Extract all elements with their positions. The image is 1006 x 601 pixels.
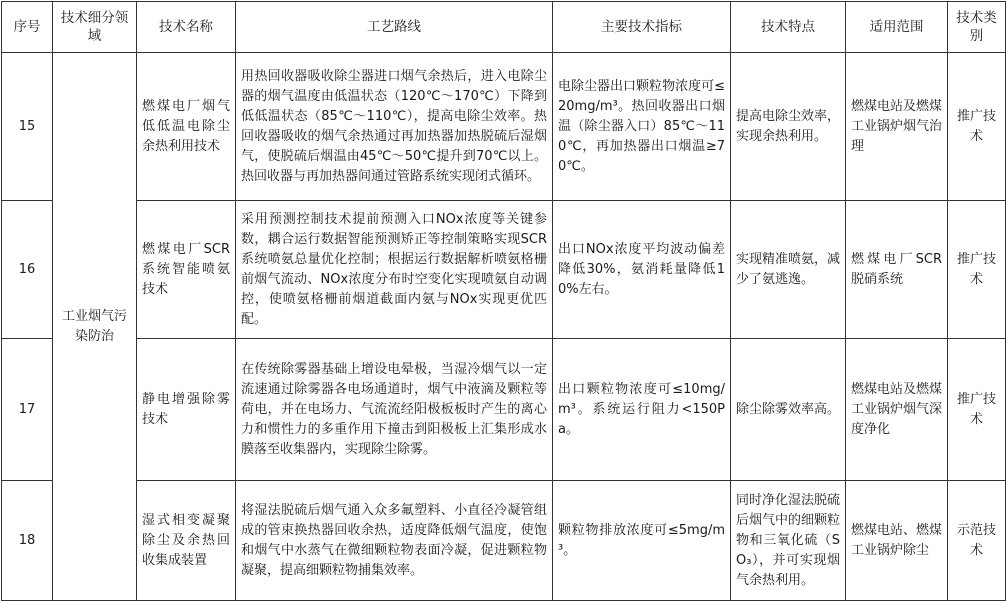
process-route: 用热回收器吸收除尘器进口烟气余热后，进入电除尘器的烟气温度由低温状态（120℃～170℃）下降到低低温状态（85℃～110℃），提高电除尘效率。热回收器吸收的烟气余热通过再加热器加热脱硫后湿烟气，使脱硫后烟温由45℃～50℃提升到70℃以上。热回收器与再加热器间通过管路系统实现闭式循环。 (236, 53, 553, 201)
features: 同时净化湿法脱硫后烟气中的细颗粒物和三氧化硫（SO₃），并可实现烟气余热利用。 (731, 481, 846, 601)
scope: 燃煤电站及燃煤工业锅炉烟气深度净化 (846, 339, 948, 481)
header-scope: 适用范围 (846, 2, 948, 53)
row-no: 15 (2, 53, 53, 201)
category: 推广技术 (948, 201, 1006, 339)
indicators: 电除尘器出口颗粒物浓度可≤20mg/m³。热回收器出口烟温（除尘器入口）85℃～110℃，再加热器出口烟温≥70℃。 (553, 53, 731, 201)
tech-name: 静电增强除雾技术 (137, 339, 236, 481)
features: 提高电除尘效率，实现余热利用。 (731, 53, 846, 201)
header-no: 序号 (2, 2, 53, 53)
process-route: 在传统除雾器基础上增设电晕极，当湿冷烟气以一定流速通过除雾器各电场通道时，烟气中液滴及颗粒等荷电，并在电场力、气流流经阳极板板时产生的离心力和惯性力的多重作用下撞击到阳极板上汇集形成水膜落至收集器内，实现除尘除雾。 (236, 339, 553, 481)
table-row (2, 201, 1006, 339)
header-row (2, 2, 1006, 53)
header-domain: 技术细分领域 (53, 2, 137, 53)
row-no: 16 (2, 201, 53, 339)
category: 推广技术 (948, 53, 1006, 201)
row-no: 18 (2, 481, 53, 601)
table-row (2, 481, 1006, 601)
domain-cell: 工业烟气污染防治 (53, 53, 137, 601)
technology-table (1, 1, 1006, 601)
process-route: 将湿法脱硫后烟气通入众多氟塑料、小直径冷凝管组成的管束换热器回收余热，适度降低烟气温度，使饱和烟气中水蒸气在微细颗粒物表面冷凝，促进颗粒物凝聚，提高细颗粒物捕集效率。 (236, 481, 553, 601)
tech-name: 湿式相变凝聚除尘及余热回收集成装置 (137, 481, 236, 601)
header-features: 技术特点 (731, 2, 846, 53)
indicators: 出口颗粒物浓度可≤10mg/m³。系统运行阻力<150Pa。 (553, 339, 731, 481)
header-name: 技术名称 (137, 2, 236, 53)
category: 推广技术 (948, 339, 1006, 481)
table-row (2, 53, 1006, 201)
row-no: 17 (2, 339, 53, 481)
header-category: 技术类别 (948, 2, 1006, 53)
header-indicators: 主要技术指标 (553, 2, 731, 53)
indicators: 出口NOx浓度平均波动偏差降低30%，氨消耗量降低10%左右。 (553, 201, 731, 339)
indicators: 颗粒物排放浓度可≤5mg/m³。 (553, 481, 731, 601)
category: 示范技术 (948, 481, 1006, 601)
table-row (2, 339, 1006, 481)
header-process: 工艺路线 (236, 2, 553, 53)
features: 实现精准喷氨，减少了氨逃逸。 (731, 201, 846, 339)
tech-name: 燃煤电厂SCR系统智能喷氨技术 (137, 201, 236, 339)
tech-name: 燃煤电厂烟气低低温电除尘余热利用技术 (137, 53, 236, 201)
features: 除尘除雾效率高。 (731, 339, 846, 481)
process-route: 采用预测控制技术提前预测入口NOx浓度等关键参数，耦合运行数据智能预测矫正等控制策略实现SCR系统喷氨总量优化控制；根据运行数据解析喷氨格栅前烟气流动、NOx浓度分布时空变化实现喷氨自动调控，使喷氨格栅前烟道截面内氨与NOx实现更优匹配。 (236, 201, 553, 339)
scope: 燃煤电站及燃煤工业锅炉烟气治理 (846, 53, 948, 201)
scope: 燃煤电厂SCR脱硝系统 (846, 201, 948, 339)
scope: 燃煤电站、燃煤工业锅炉除尘 (846, 481, 948, 601)
